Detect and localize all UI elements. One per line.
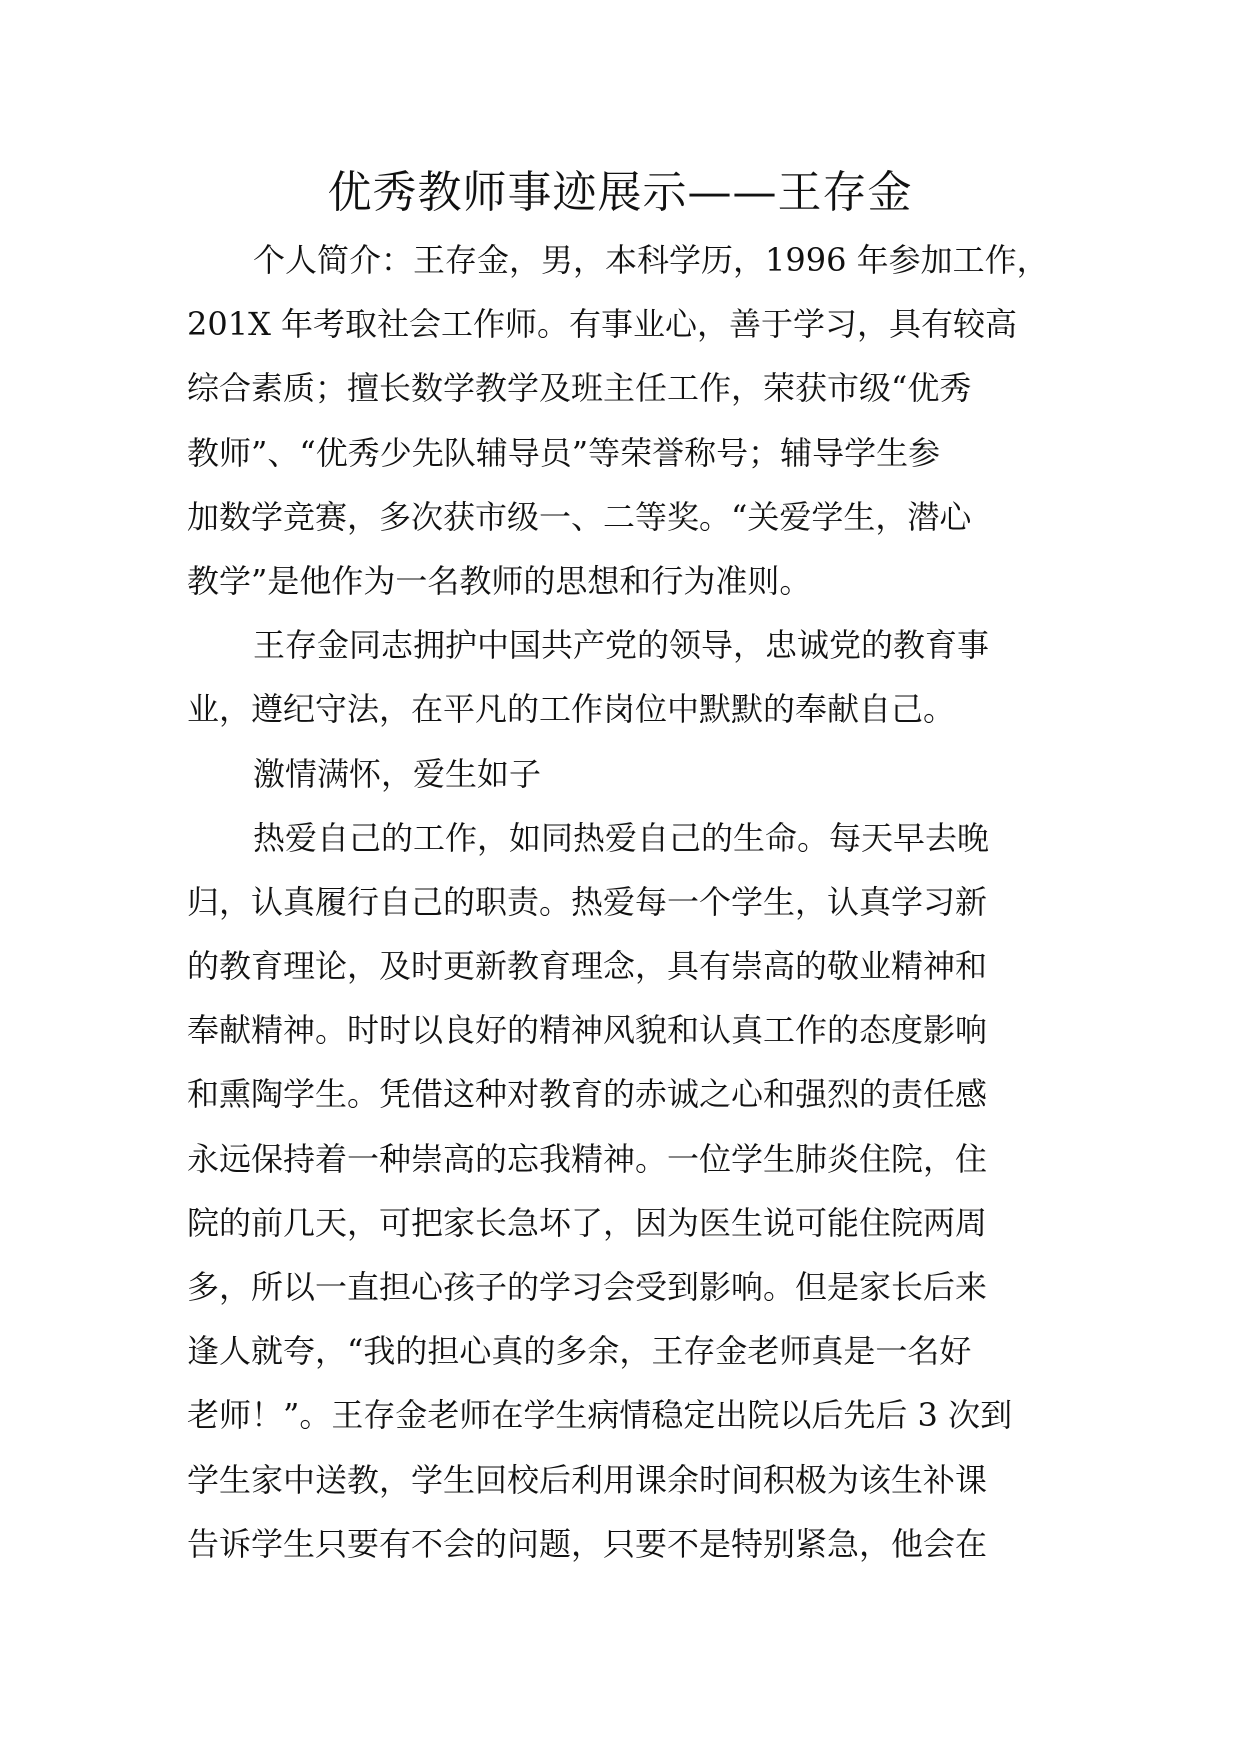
- paragraph-line: 加数学竞赛，多次获市级一、二等奖。“关爱学生，潜心: [187, 497, 972, 536]
- paragraph-line: 院的前几天，可把家长急坏了，因为医生说可能住院两周: [187, 1203, 988, 1242]
- document-title: 优秀教师事迹展示——王存金: [327, 167, 913, 218]
- paragraph-line: 教学”是他作为一名教师的思想和行为准则。: [187, 561, 812, 600]
- paragraph-line: 永远保持着一种崇高的忘我精神。一位学生肺炎住院，住: [187, 1139, 988, 1178]
- section-heading: 激情满怀，爱生如子: [253, 754, 542, 793]
- paragraph-line: 归，认真履行自己的职责。热爱每一个学生，认真学习新: [187, 882, 988, 921]
- paragraph-line: 综合素质；擅长数学教学及班主任工作，荣获市级“优秀: [187, 369, 972, 408]
- paragraph-line: 教师”、“优秀少先队辅导员”等荣誉称号；辅导学生参: [187, 433, 941, 472]
- paragraph-line: 多，所以一直担心孩子的学习会受到影响。但是家长后来: [187, 1268, 988, 1306]
- document-body: [187, 228, 1067, 1576]
- paragraph-line: 201X 年考取社会工作师。有事业心，善于学习，具有较高: [187, 305, 1018, 344]
- paragraph-line: 学生家中送教，学生回校后利用课余时间积极为该生补课: [187, 1460, 988, 1499]
- paragraph-line: 个人简介：王存金，男，本科学历，1996 年参加工作，: [253, 241, 1049, 279]
- paragraph-line: 和熏陶学生。凭借这种对教育的赤诚之心和强烈的责任感: [187, 1075, 988, 1114]
- paragraph-line: 王存金同志拥护中国共产党的领导，忠诚党的教育事: [253, 626, 990, 665]
- paragraph-line: 告诉学生只要有不会的问题，只要不是特别紧急，他会在: [187, 1524, 988, 1563]
- paragraph-line: 业，遵纪守法，在平凡的工作岗位中默默的奉献自己。: [187, 690, 956, 729]
- paragraph-line: 奉献精神。时时以良好的精神风貌和认真工作的态度影响: [187, 1011, 988, 1050]
- paragraph-line: 的教育理论，及时更新教育理念，具有崇高的敬业精神和: [187, 947, 988, 986]
- paragraph-line: 老师！”。王存金老师在学生病情稳定出院以后先后 3 次到: [187, 1396, 1013, 1435]
- paragraph-line: 逢人就夸，“我的担心真的多余，王存金老师真是一名好: [187, 1332, 972, 1371]
- paragraph-line: 热爱自己的工作，如同热爱自己的生命。每天早去晚: [253, 818, 990, 857]
